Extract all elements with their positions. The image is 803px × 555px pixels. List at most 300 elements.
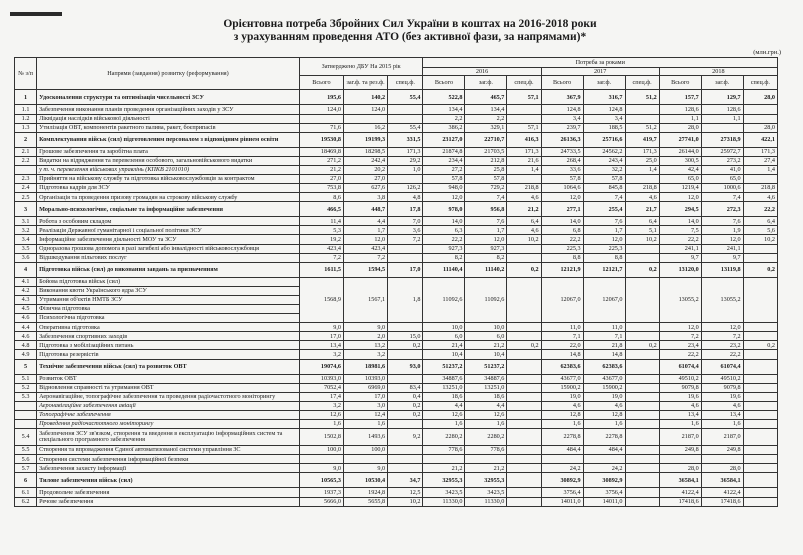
value-cell — [507, 488, 541, 497]
row-number: 5 — [15, 359, 37, 374]
value-cell: 234,4 — [423, 156, 465, 165]
table-row — [15, 401, 778, 410]
value-cell: 9079,8 — [659, 383, 701, 392]
value-cell: 1,1 — [659, 114, 701, 123]
value-cell: 49510,2 — [701, 374, 743, 383]
value-cell — [423, 455, 465, 464]
value-cell — [507, 473, 541, 488]
value-cell: 20,2 — [343, 165, 387, 174]
value-cell — [625, 455, 659, 464]
value-cell: 7,6 — [583, 217, 625, 226]
merged-value-cell: 1,8 — [388, 277, 423, 322]
value-cell — [343, 114, 387, 123]
value-cell: 21,7 — [625, 202, 659, 217]
merged-value-cell: 12067,0 — [541, 277, 583, 322]
value-cell — [743, 392, 777, 401]
merged-value-cell: 1568,9 — [299, 277, 343, 322]
value-cell — [507, 244, 541, 253]
value-cell: 10393,0 — [299, 374, 343, 383]
value-cell — [743, 410, 777, 419]
value-cell: 294,5 — [659, 202, 701, 217]
value-cell: 12,0 — [659, 323, 701, 332]
table-row — [15, 332, 778, 341]
value-cell: 1502,8 — [299, 429, 343, 446]
value-cell — [625, 420, 659, 429]
value-cell: 14,0 — [659, 217, 701, 226]
table-body-row-5-4 — [15, 429, 778, 446]
row-number: 2 — [15, 132, 37, 147]
value-cell — [625, 332, 659, 341]
value-cell — [388, 253, 423, 262]
value-cell — [743, 446, 777, 455]
value-cell: 4,6 — [541, 401, 583, 410]
merged-value-cell — [743, 277, 777, 322]
value-cell: 241,1 — [659, 244, 701, 253]
value-cell — [625, 359, 659, 374]
row-number: 5.2 — [15, 383, 37, 392]
value-cell: 3756,4 — [583, 488, 625, 497]
value-cell: 18981,6 — [343, 359, 387, 374]
value-cell: 10,2 — [507, 235, 541, 244]
value-cell: 7,5 — [659, 226, 701, 235]
row-description: Топографічне забезпечення — [37, 410, 300, 419]
value-cell — [743, 332, 777, 341]
value-cell: 6,4 — [507, 217, 541, 226]
value-cell: 6,0 — [465, 332, 507, 341]
value-cell — [625, 374, 659, 383]
value-cell: 3,2 — [343, 350, 387, 359]
value-cell: 57,8 — [465, 174, 507, 183]
value-cell — [743, 253, 777, 262]
value-cell: 65,0 — [659, 174, 701, 183]
row-description: Робота з особовим складом — [37, 217, 300, 226]
value-cell: 13,4 — [299, 341, 343, 350]
value-cell: 171,3 — [388, 147, 423, 156]
value-cell: 28,0 — [659, 123, 701, 132]
value-cell — [507, 429, 541, 446]
value-cell: 1,9 — [701, 226, 743, 235]
value-cell — [507, 174, 541, 183]
value-cell: 13251,0 — [423, 383, 465, 392]
value-cell: 22,2 — [659, 350, 701, 359]
value-cell: 93,0 — [388, 359, 423, 374]
value-cell: 5,3 — [299, 226, 343, 235]
row-number: 2.3 — [15, 174, 37, 183]
value-cell: 83,4 — [388, 383, 423, 392]
value-cell — [625, 429, 659, 446]
value-cell: 1,7 — [343, 226, 387, 235]
value-cell: 171,3 — [507, 147, 541, 156]
value-cell: 1,7 — [583, 226, 625, 235]
value-cell: 24,2 — [583, 464, 625, 473]
value-cell: 2,2 — [465, 114, 507, 123]
value-cell: 419,7 — [625, 132, 659, 147]
value-cell: 11,0 — [583, 323, 625, 332]
value-cell: 1,4 — [743, 165, 777, 174]
row-number — [15, 410, 37, 419]
value-cell: 1219,4 — [659, 184, 701, 193]
value-cell — [299, 455, 343, 464]
value-cell: 23127,0 — [423, 132, 465, 147]
table-row — [15, 147, 778, 156]
value-cell: 1000,6 — [701, 184, 743, 193]
value-cell — [507, 392, 541, 401]
col-header-need: Потреба за роками — [423, 58, 778, 68]
value-cell: 0,2 — [388, 341, 423, 350]
value-cell: 3423,5 — [465, 488, 507, 497]
value-cell: 21,2 — [465, 464, 507, 473]
value-cell: 9,0 — [299, 323, 343, 332]
value-cell — [743, 244, 777, 253]
value-cell: 22,2 — [659, 235, 701, 244]
row-description: Проведення радіочастотного моніторингу — [37, 420, 300, 429]
value-cell: 4,6 — [659, 401, 701, 410]
value-cell: 9079,8 — [701, 383, 743, 392]
value-cell: 1,6 — [701, 420, 743, 429]
value-cell: 15900,2 — [541, 383, 583, 392]
value-cell — [388, 174, 423, 183]
row-number: 1.2 — [15, 114, 37, 123]
value-cell — [507, 401, 541, 410]
value-cell: 7,2 — [659, 332, 701, 341]
value-cell: 28,0 — [743, 90, 777, 105]
table-body-section-2 — [15, 323, 778, 429]
row-description: Підготовка резервістів — [37, 350, 300, 359]
table-row — [15, 497, 778, 506]
table-row — [15, 123, 778, 132]
value-cell: 1,6 — [343, 420, 387, 429]
value-cell: 4,4 — [423, 401, 465, 410]
table-row — [15, 174, 778, 183]
row-number: 3.6 — [15, 253, 37, 262]
value-cell: 26136,3 — [541, 132, 583, 147]
value-cell: 27,0 — [343, 174, 387, 183]
value-cell: 5655,8 — [343, 497, 387, 506]
value-cell: 1,6 — [465, 420, 507, 429]
value-cell — [507, 464, 541, 473]
value-cell — [507, 374, 541, 383]
value-cell: 225,3 — [583, 244, 625, 253]
value-cell: 1924,8 — [343, 488, 387, 497]
value-cell: 17418,6 — [701, 497, 743, 506]
value-cell: 32955,3 — [465, 473, 507, 488]
value-cell — [743, 114, 777, 123]
value-cell: 0,2 — [743, 262, 777, 277]
value-cell: 316,7 — [583, 90, 625, 105]
row-description: Інформаційне забезпечення діяльності МОУ та ЗСУ — [37, 235, 300, 244]
row-description: Виконання квоти Українського ядра ЗСУ — [37, 286, 300, 295]
value-cell: 2278,8 — [541, 429, 583, 446]
sub-header-special: спец.ф. — [507, 76, 541, 90]
table-row — [15, 374, 778, 383]
value-cell: 21,2 — [299, 165, 343, 174]
value-cell: 21,8 — [583, 341, 625, 350]
value-cell: 36584,1 — [659, 473, 701, 488]
value-cell: 3756,4 — [541, 488, 583, 497]
value-cell: 11140,2 — [465, 262, 507, 277]
value-cell: 14,0 — [541, 217, 583, 226]
value-cell: 13120,0 — [659, 262, 701, 277]
value-cell: 7,2 — [343, 253, 387, 262]
table-row — [15, 235, 778, 244]
value-cell: 51,2 — [625, 123, 659, 132]
value-cell: 51,2 — [625, 90, 659, 105]
value-cell: 1611,5 — [299, 262, 343, 277]
value-cell: 124,8 — [583, 105, 625, 114]
value-cell: 124,0 — [299, 105, 343, 114]
value-cell: 18,6 — [423, 392, 465, 401]
table-row — [15, 226, 778, 235]
value-cell: 5666,0 — [299, 497, 343, 506]
value-cell: 268,4 — [541, 156, 583, 165]
value-cell: 195,6 — [299, 90, 343, 105]
value-cell — [743, 105, 777, 114]
value-cell: 1,6 — [299, 420, 343, 429]
value-cell: 55,4 — [388, 123, 423, 132]
value-cell: 9,7 — [659, 253, 701, 262]
value-cell: 11330,0 — [465, 497, 507, 506]
value-cell: 18298,5 — [343, 147, 387, 156]
value-cell — [743, 497, 777, 506]
value-cell: 3423,5 — [423, 488, 465, 497]
table-row — [15, 473, 778, 488]
value-cell — [507, 359, 541, 374]
value-cell: 21,4 — [423, 341, 465, 350]
value-cell: 12,0 — [343, 235, 387, 244]
value-cell: 3,2 — [299, 350, 343, 359]
value-cell: 729,2 — [465, 184, 507, 193]
table-row — [15, 446, 778, 455]
value-cell: 14,8 — [541, 350, 583, 359]
value-cell: 43677,0 — [541, 374, 583, 383]
title-line-1: Орієнтовна потреба Збройних Сил України в коштах на 2016-2018 роки — [223, 18, 597, 30]
row-number: 5.4 — [15, 429, 37, 446]
value-cell — [388, 464, 423, 473]
value-cell: 6969,0 — [343, 383, 387, 392]
value-cell: 12,0 — [659, 193, 701, 202]
value-cell — [625, 392, 659, 401]
value-cell: 57,1 — [507, 123, 541, 132]
value-cell: 242,4 — [343, 156, 387, 165]
value-cell: 367,9 — [541, 90, 583, 105]
value-cell — [507, 383, 541, 392]
value-cell: 19,0 — [541, 392, 583, 401]
value-cell: 10,4 — [465, 350, 507, 359]
value-cell — [625, 114, 659, 123]
sub-header-special: спец.ф. — [625, 76, 659, 90]
value-cell: 21,2 — [423, 464, 465, 473]
value-cell: 22,0 — [541, 341, 583, 350]
value-cell — [388, 374, 423, 383]
value-cell: 21,6 — [507, 156, 541, 165]
row-description: Розвиток ОВТ — [37, 374, 300, 383]
value-cell — [388, 114, 423, 123]
row-number: 4.2 — [15, 286, 37, 295]
value-cell — [625, 464, 659, 473]
row-number: 2.4 — [15, 184, 37, 193]
value-cell: 12,8 — [541, 410, 583, 419]
value-cell: 28,0 — [701, 464, 743, 473]
row-description: Відшкодування пільгових послуг — [37, 253, 300, 262]
row-number: 3.2 — [15, 226, 37, 235]
value-cell: 0,4 — [388, 392, 423, 401]
value-cell: 126,2 — [388, 184, 423, 193]
value-cell: 18,6 — [465, 392, 507, 401]
row-description: Одноразова грошова допомога в разі загибелі або інвалідності військовослужбовця — [37, 244, 300, 253]
value-cell: 49510,2 — [659, 374, 701, 383]
row-description: Видатки на відрядження та перевезення особового, загальновійськового видатки — [37, 156, 300, 165]
value-cell: 7,1 — [583, 332, 625, 341]
row-description: Аеронавігаційне, топографічне забезпечення та проведення радіочастотного моніторингу — [37, 392, 300, 401]
table-row — [15, 429, 778, 446]
table-row — [15, 383, 778, 392]
value-cell: 12,0 — [541, 193, 583, 202]
value-cell: 12121,7 — [583, 262, 625, 277]
value-cell: 8,2 — [465, 253, 507, 262]
row-description: Створення системи забезпечення інформаційної безпеки — [37, 455, 300, 464]
row-description: Утилізація ОВТ, компонентів ракетного палива, ракет, боєприпасів — [37, 123, 300, 132]
row-number: 2.1 — [15, 147, 37, 156]
value-cell — [743, 464, 777, 473]
value-cell: 0,2 — [388, 410, 423, 419]
value-cell — [743, 350, 777, 359]
row-description: Забезпечення захисту інформації — [37, 464, 300, 473]
value-cell — [743, 420, 777, 429]
value-cell: 17418,6 — [659, 497, 701, 506]
row-description: Реалізація Державної гуманітарної і соціальної політики ЗСУ — [37, 226, 300, 235]
value-cell: 13,2 — [343, 341, 387, 350]
table-row — [15, 420, 778, 429]
value-cell: 7,6 — [701, 217, 743, 226]
value-cell: 128,6 — [659, 105, 701, 114]
value-cell: 28,0 — [659, 464, 701, 473]
sub-header-general: заг.ф. — [465, 76, 507, 90]
value-cell: 522,8 — [423, 90, 465, 105]
value-cell: 57,8 — [583, 174, 625, 183]
value-cell: 51237,2 — [465, 359, 507, 374]
row-number: 4 — [15, 262, 37, 277]
value-cell: 22,2 — [541, 235, 583, 244]
row-number: 3.4 — [15, 235, 37, 244]
value-cell: 10,0 — [423, 323, 465, 332]
value-cell: 0,2 — [388, 401, 423, 410]
table-row — [15, 184, 778, 193]
table-row — [15, 90, 778, 105]
value-cell: 7,0 — [388, 217, 423, 226]
table-row — [15, 488, 778, 497]
merged-value-cell: 11092,6 — [423, 277, 465, 322]
value-cell: 27,0 — [299, 174, 343, 183]
value-cell: 36584,1 — [701, 473, 743, 488]
row-description: Технічне забезпечення військ (сил) та розвиток ОВТ — [37, 359, 300, 374]
value-cell: 11,4 — [299, 217, 343, 226]
value-cell — [507, 455, 541, 464]
row-description: Фізична підготовка — [37, 305, 300, 314]
value-cell: 273,2 — [701, 156, 743, 165]
row-description: Грошове забезпечення та заробітна плата — [37, 147, 300, 156]
value-cell: 19,0 — [583, 392, 625, 401]
value-cell: 129,7 — [701, 90, 743, 105]
value-cell: 978,0 — [423, 202, 465, 217]
table-body-section-3 — [15, 446, 778, 506]
value-cell — [507, 497, 541, 506]
table-row — [15, 341, 778, 350]
value-cell: 8,2 — [423, 253, 465, 262]
value-cell: 34887,6 — [465, 374, 507, 383]
value-cell: 25972,7 — [701, 147, 743, 156]
table-row — [15, 392, 778, 401]
value-cell — [743, 383, 777, 392]
row-number: 3.1 — [15, 217, 37, 226]
value-cell: 9,0 — [343, 464, 387, 473]
value-cell: 0,2 — [507, 262, 541, 277]
value-cell — [507, 446, 541, 455]
row-description: Морально-психологічне, соціальне та інформаційне забезпечення — [37, 202, 300, 217]
value-cell: 19,6 — [659, 392, 701, 401]
value-cell — [743, 359, 777, 374]
value-cell: 2,0 — [343, 332, 387, 341]
value-cell: 42,4 — [659, 165, 701, 174]
table-row — [15, 323, 778, 332]
value-cell — [541, 455, 583, 464]
value-cell — [583, 455, 625, 464]
value-cell — [625, 174, 659, 183]
value-cell: 10565,3 — [299, 473, 343, 488]
value-cell: 1493,6 — [343, 429, 387, 446]
value-cell: 17,0 — [388, 262, 423, 277]
value-cell: 225,3 — [541, 244, 583, 253]
value-cell: 0,2 — [743, 341, 777, 350]
value-cell — [659, 455, 701, 464]
value-cell: 10530,4 — [343, 473, 387, 488]
value-cell — [507, 332, 541, 341]
value-cell: 11140,4 — [423, 262, 465, 277]
row-number: 2.2 — [15, 156, 37, 165]
value-cell: 329,1 — [465, 123, 507, 132]
value-cell: 956,8 — [465, 202, 507, 217]
value-cell — [625, 488, 659, 497]
value-cell: 255,4 — [583, 202, 625, 217]
value-cell: 24733,5 — [541, 147, 583, 156]
value-cell: 23,2 — [701, 341, 743, 350]
value-cell: 4122,4 — [701, 488, 743, 497]
value-cell: 466,5 — [299, 202, 343, 217]
row-description: Підготовка військ (сил) до виконання завдань за призначенням — [37, 262, 300, 277]
table-row — [15, 114, 778, 123]
value-cell: 6,3 — [423, 226, 465, 235]
value-cell — [507, 323, 541, 332]
value-cell: 32,2 — [583, 165, 625, 174]
value-cell — [388, 105, 423, 114]
table-row — [15, 165, 778, 174]
table-row — [15, 359, 778, 374]
row-description: Відновлення справності та утримання ОВТ — [37, 383, 300, 392]
value-cell: 3,2 — [299, 401, 343, 410]
value-cell: 2187,0 — [659, 429, 701, 446]
value-cell — [507, 105, 541, 114]
value-cell: 140,2 — [343, 90, 387, 105]
value-cell: 6,4 — [625, 217, 659, 226]
row-number: 5.6 — [15, 455, 37, 464]
value-cell: 24562,2 — [583, 147, 625, 156]
row-number: 6.1 — [15, 488, 37, 497]
value-cell: 416,3 — [507, 132, 541, 147]
value-cell: 19,6 — [701, 392, 743, 401]
value-cell: 300,5 — [659, 156, 701, 165]
row-number: 4.8 — [15, 341, 37, 350]
value-cell: 845,8 — [583, 184, 625, 193]
table-row — [15, 277, 778, 286]
